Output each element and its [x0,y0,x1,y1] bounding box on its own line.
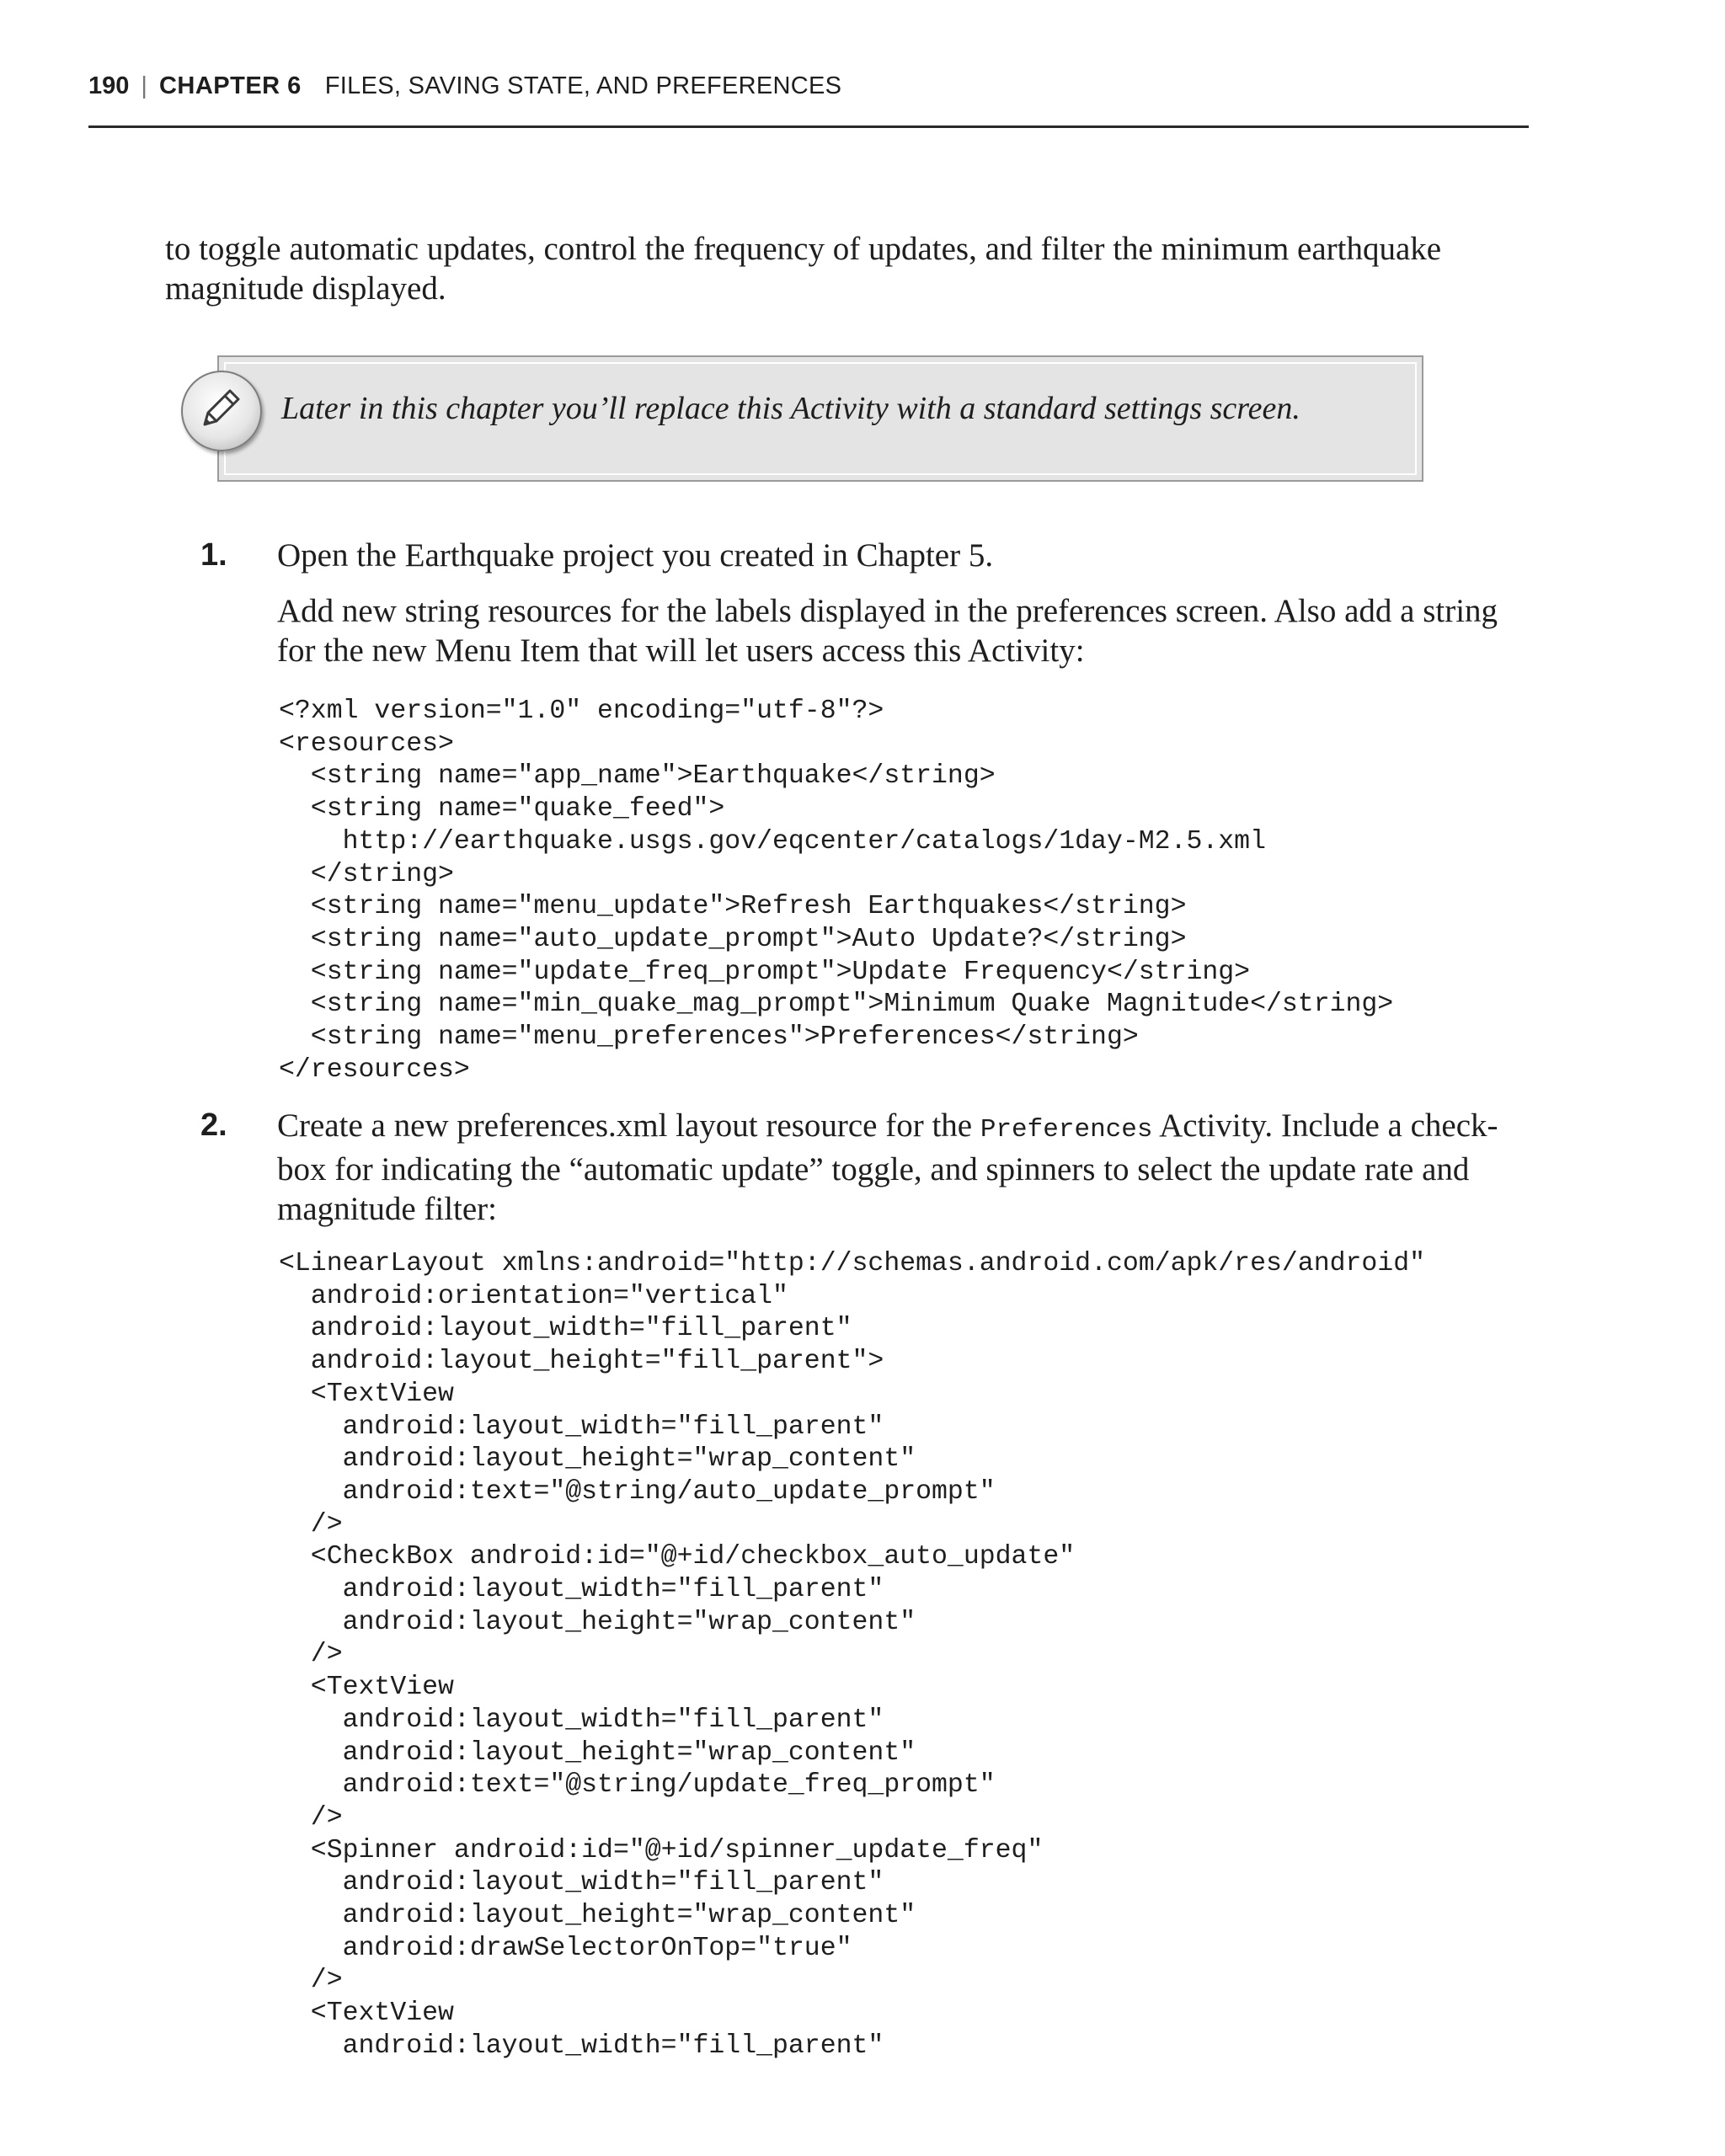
step-1-number: 1. [200,537,227,573]
step-1-para-line-2: for the new Menu Item that will let users access this Activity: [277,632,1085,669]
step-2-line-3: magnitude filter: [277,1191,498,1227]
intro-line-1: to toggle automatic updates, control the frequency of updates, and filter the minimum earthquake [165,231,1442,267]
step-2-code-block: <LinearLayout xmlns:android="http://schemas.android.com/apk/res/android" android:orientation="vertical" android:layout_width="fill_parent" android:layout_height="fill_parent"> <TextView android:layout_width="fill_parent" android:layout_height="wrap_content" android:text="@string/auto_update_prompt" /> <CheckBox android:id="@+id/checkbox_auto_update" android:layout_width="fill_parent" android:layout_height="wrap_content" /> <TextView android:layout_width="fill_parent" android:layout_height="wrap_content" android:text="@string/update_freq_prompt" /> <Spinner android:id="@+id/spinner_update_freq" android:layout_width="fill_parent" android:layout_height="wrap_content" android:drawSelectorOnTop="true" /> <TextView android:layout_width="fill_parent" [279,1249,1426,2061]
page-number: 190 [88,72,130,99]
header-separator: | [141,72,147,99]
note-box [217,355,1423,482]
step-2-text-before: Create a new preferences.xml layout resource for the [277,1107,980,1144]
step-1-para-line-1: Add new string resources for the labels displayed in the preferences screen. Also add a string [277,593,1498,629]
step-2-inline-code: Preferences [980,1115,1153,1145]
step-2-line-2: box for indicating the “automatic update” toggle, and spinners to select the update rate and [277,1151,1470,1187]
step-1-code-block: <?xml version="1.0" encoding="utf-8"?> <resources> <string name="app_name">Earthquake</string> <string name="quake_feed"> http://earthquake.usgs.gov/eqcenter/catalogs/1day-M2.5.xml </string> <string name="menu_update">Refresh Earthquakes</string> <string name="auto_update_prompt">Auto Update?</string> <string name="update_freq_prompt">Update Frequency</string> <string name="min_quake_mag_prompt">Minimum Quake Magnitude</string> <string name="menu_preferences">Preferences</string> </resources> [279,696,1394,1085]
step-2-paragraph [277,1106,1515,1229]
step-2-number: 2. [200,1107,227,1143]
step-2-text-after: Activity. Include a check- [1152,1107,1498,1144]
step-1-text: Open the Earthquake project you created in Chapter 5. [277,537,994,574]
intro-line-2: magnitude displayed. [165,270,446,307]
step-1-paragraph [277,591,1515,670]
header-line [88,69,841,103]
note-text: Later in this chapter you’ll replace this Activity with a standard settings screen. [281,391,1300,426]
chapter-title: FILES, SAVING STATE, AND PREFERENCES [324,72,842,99]
intro-paragraph [165,229,1513,308]
running-header [88,69,1529,128]
pencil-icon [181,371,262,451]
chapter-label: CHAPTER 6 [158,72,302,99]
